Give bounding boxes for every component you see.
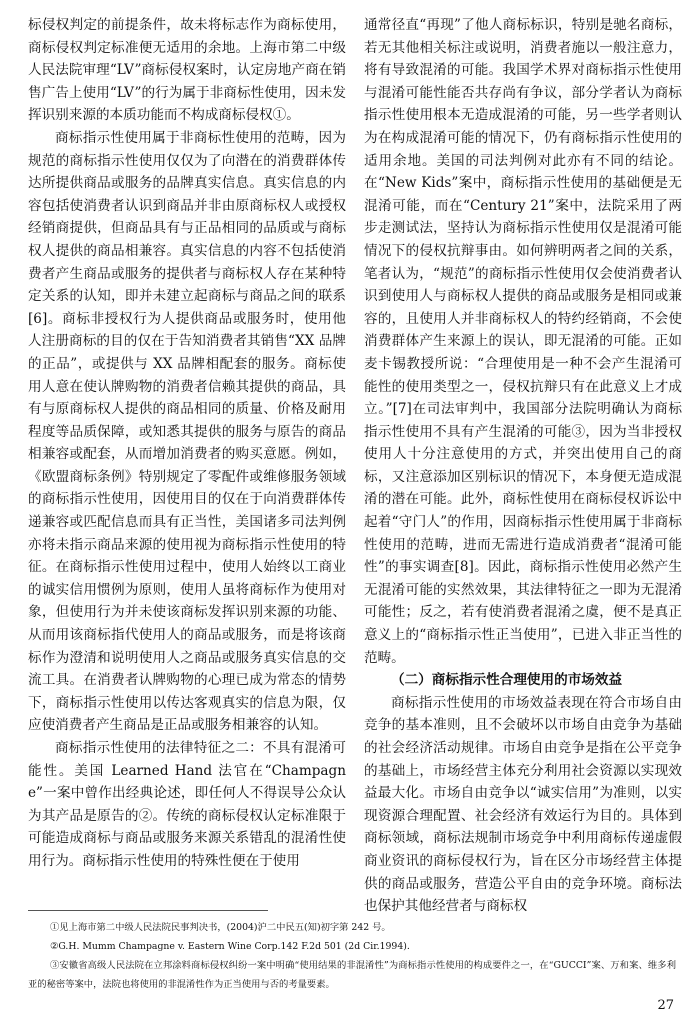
page-number: 27 (657, 998, 674, 1013)
left-column (28, 14, 346, 873)
paragraph: 商标指示性使用属于非商标性使用的范畴，因为规范的商标指示性使用仅仅为了向潜在的消费群体传达所提供商品或服务的品牌真实信息。真实信息的内容包括使消费者认识到商品并非由原商标权人或授权经销商提供，但商品具有与正品相同的品质或与商标权人提供的商品相兼容。真实信息的内容不包括使消费者产生商品或服务的提供者与商标权人存在某种特定关系的认知，即并未建立起商标与商品之间的联系[6]。商标非授权行为人提供商品或服务时，使用他人注册商标的目的仅在于告知消费者其销售“XX 品牌的正品”，或提供与 XX 品牌相配套的服务。商标使用人意在使认牌购物的消费者信赖其提供的商品，具有与原商标权人提供的商品相同的质量、价格及耐用程度等品质保障，或知悉其提供的服务与原告的商品相兼容或配套，从而增加消费者的购买意愿。例如，《欧盟商标条例》特别规定了零配件或维修服务领域的商标指示性使用，因使用目的仅在于向消费群体传递兼容或匹配信息而具有正当性，美国诸多司法判例亦将未指示商品来源的使用视为商标指示性使用的特征。在商标指示性使用过程中，使用人始终以工商业的诚实信用惯例为原则，使用人虽将商标作为使用对象，但使用行为并未使该商标发挥识别来源的功能、从而用该商标指代使用人的商品或服务，而是将该商标作为澄清和说明使用人之商品或服务真实信息的交流工具。在消费者认牌购物的心理已成为常态的情势下，商标指示性使用以传达客观真实的信息为限，仅应使消费者产生商品是正品或服务相兼容的认知。 (28, 129, 346, 734)
section-heading: （二）商标指示性合理使用的市场效益 (391, 672, 623, 689)
paragraph: 商标指示性使用的法律特征之二：不具有混淆可能性。美国 Learned Hand 法官在“Champagne”一案中曾作出经典论述，即任何人不得误导公众认为其产品是原告的②。传统的商标侵权认定标准限于可能造成商标与商品或服务来源关系错乱的混淆性使用行为。商标指示性使用的特殊性便在于使用 (28, 740, 346, 869)
footnote: ③安徽省高级人民法院在立邦涂料商标侵权纠纷一案中明确“使用结果的非混淆性”为商标指示性使用的构成要件之一，在“GUCCI”案、万和案、维多利亚的秘密等案中，法院也将使用的非混淆性作为正当使用与否的考量要素。 (28, 960, 676, 990)
paragraph: 商标指示性使用的市场效益表现在符合市场自由竞争的基本准则，且不会破坏以市场自由竞争为基础的社会经济活动规律。市场自由竞争是指在公平竞争的基础上，市场经营主体充分利用社会资源以实现效益最大化。市场自由竞争以“诚实信用”为准则，以实现资源合理配置、社会经济有效运行为目的。具体到商标领域，商标法规制市场竞争中利用商标传递虚假商业资讯的商标侵权行为，旨在区分市场经营主体提供的商品或服务，营造公平自由的竞争环境。商标法也保护其他经营者与商标权 (364, 694, 682, 915)
paragraph: 通常径直“再现”了他人商标标识，特别是驰名商标，若无其他相关标注或说明，消费者施以一般注意力，将有导致混淆的可能。我国学术界对商标指示性使用与混淆可能性能否共存尚有争议，部分学者认为商标指示性使用根本无造成混淆的可能，另一些学者则认为在构成混淆可能的情况下，仍有商标指示性使用的适用余地。美国的司法判例对此亦有不同的结论。在“New Kids”案中，商标指示性使用的基础便是无混淆可能，而在“Century 21”案中，法院采用了两步走测试法，坚持认为商标指示性使用仅是混淆可能情况下的侵权抗辩事由。如何辨明两者之间的关系，笔者认为，“规范”的商标指示性使用仅会使消费者认识到使用人与商标权人提供的商品或服务是相同或兼容的，且使用人并非商标权人的特约经销商，不会使消费群体产生来源上的误认，即无混淆的可能。正如麦卡锡教授所说：“合理使用是一种不会产生混淆可能性的使用类型之一，侵权抗辩只有在此意义上才成立。”[7]在司法审判中，我国部分法院明确认为商标指示性使用不具有产生混淆的可能③，因为当非授权使用人十分注意使用的方式，并突出使用自己的商标，又注意添加区别标识的情况下，本身便无造成混淆的潜在可能。此外，商标性使用在商标侵权诉讼中起着“守门人”的作用，因商标指示性使用属于非商标性使用的范畴，进而无需进行造成消费者“混淆可能性”的事实调查[8]。因此，商标指示性使用必然产生无混淆可能的实然效果，其法律特征之一即为无混淆可能性；反之，若有使消费者混淆之虞，便不是真正意义上的“商标指示性正当使用”，已进入非正当性的范畴。 (364, 17, 682, 666)
footnote: ①见上海市第二中级人民法院民事判决书，(2004)沪二中民五(知)初字第 242 号。 (50, 922, 391, 933)
footnote-divider (28, 910, 268, 911)
footnote: ②G.H. Mumm Champagne v. Eastern Wine Corp.142 F.2d 501 (2d Cir.1994). (50, 941, 410, 952)
paragraph: 标侵权判定的前提条件，故未将标志作为商标使用，商标侵权判定标准便无适用的余地。上海市第二中级人民法院审理“LV”商标侵权案时，认定房地产商在销售广告上使用“LV”的行为属于非商标性使用，因未发挥识别来源的本质功能而不构成商标侵权①。 (28, 17, 346, 124)
footnotes (28, 918, 676, 994)
right-column (364, 14, 682, 918)
